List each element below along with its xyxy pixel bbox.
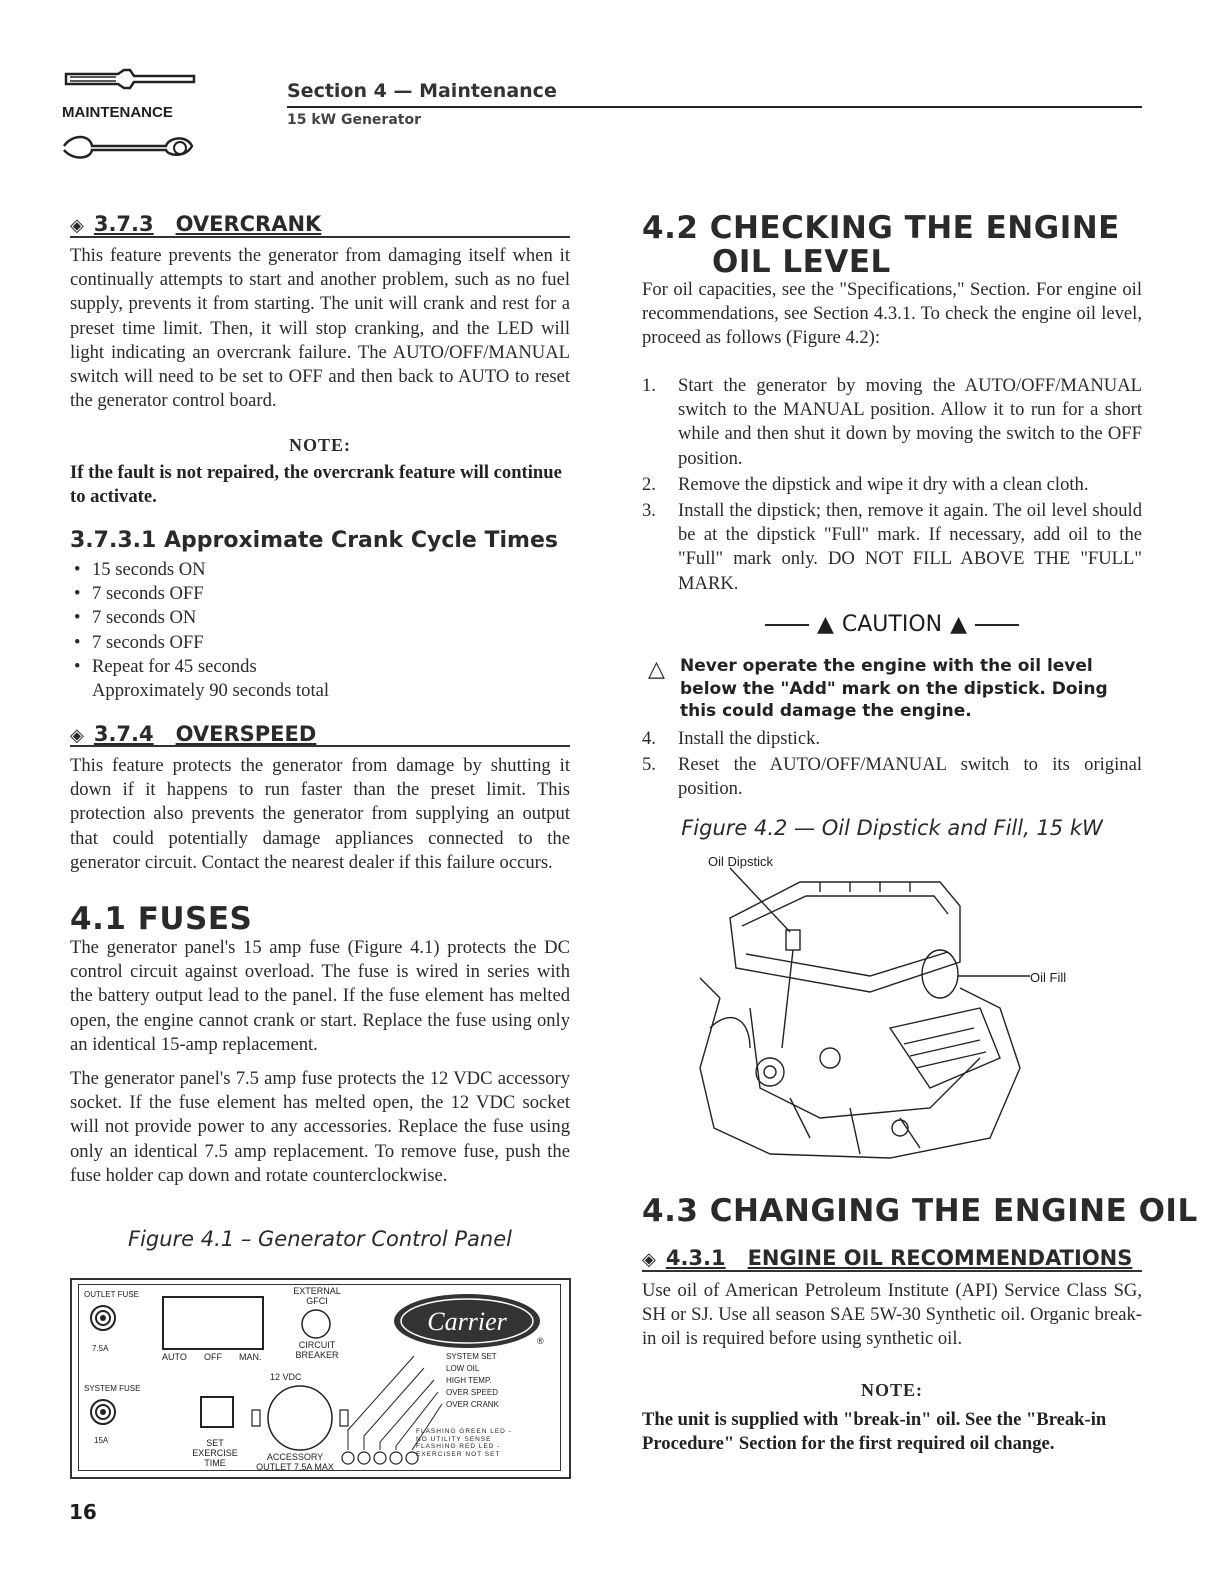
note-text: If the fault is not repaired, the overcrank feature will continue to activate. — [70, 462, 562, 507]
heading-title: ENGINE OIL RECOMMENDATIONS — [747, 1246, 1133, 1270]
step-item — [642, 374, 1142, 471]
step-number: 4. — [642, 728, 656, 749]
maintenance-label: MAINTENANCE — [62, 104, 173, 121]
registered-mark: ® — [537, 1336, 544, 1346]
outlet-fuse-label: OUTLET FUSE — [84, 1290, 139, 1299]
note-label: NOTE: — [860, 1380, 923, 1400]
gfci-breaker-icon — [300, 1308, 332, 1340]
led-low-oil: LOW OIL — [446, 1364, 480, 1373]
step-number: 1. — [642, 375, 656, 396]
heading-4-3: 4.3 CHANGING THE ENGINE OIL — [642, 1193, 1198, 1229]
accessory-text: ACCESSORY — [266, 1452, 324, 1462]
circuit-text: CIRCUIT — [298, 1340, 336, 1350]
outlet-fuse-amp: 7.5A — [92, 1344, 109, 1353]
heading-4-3-1 — [642, 1246, 1132, 1270]
fuses-paragraph-1: The generator panel's 15 amp fuse (Figure 4.1) protects the DC control circuit against overload. The fuse is wired in series with the battery output lead to the panel. If the fuse element has melted open, the engine cannot crank or start. Replace the fuse using only an identical 15-amp replacement. — [70, 937, 570, 1055]
note-text: The unit is supplied with "break-in" oil. See the "Break-in Procedure" Section for the first required oil change. — [642, 1409, 1107, 1454]
diamond-bullet-icon: ◈ — [642, 1249, 656, 1270]
led-system-set: SYSTEM SET — [446, 1352, 497, 1361]
led-over-crank: OVER CRANK — [446, 1400, 499, 1409]
led-over-speed: OVER SPEED — [446, 1388, 499, 1397]
exercise-label: EXERCISE — [192, 1448, 238, 1458]
step-item — [642, 499, 1142, 596]
external-label: EXTERNAL — [293, 1286, 341, 1296]
caution-text: Never operate the engine with the oil level below the "Add" mark on the dipstick. Doing this could damage the engine. — [680, 656, 1108, 721]
diamond-bullet-icon: ◈ — [70, 215, 84, 236]
section-subtitle: 15 kW Generator — [287, 112, 421, 128]
led-legend-line: FLASHING GREEN LED - — [416, 1428, 512, 1435]
heading-3-7-4 — [70, 722, 316, 746]
overspeed-paragraph: This feature protects the generator from damage by shutting it down if it happens to run faster than the preset limit. This protection also prevents the generator from supplying an output that could potentially damage appliances connected to the generator circuit. Contact the nearest dealer if this failure occurs. — [70, 755, 570, 873]
system-fuse-label: SYSTEM FUSE — [84, 1384, 141, 1393]
led-high-temp: HIGH TEMP. — [446, 1376, 492, 1385]
system-fuse-amp: 15A — [94, 1436, 109, 1445]
warning-triangle-icon: △ — [648, 656, 665, 681]
heading-title: OVERCRANK — [175, 212, 322, 236]
led-legend — [416, 1428, 512, 1458]
oil-level-steps-continued — [642, 727, 1142, 804]
breaker-text: BREAKER — [295, 1350, 339, 1360]
note-label: NOTE: — [288, 435, 351, 455]
system-fuse-holder-icon — [89, 1398, 117, 1426]
oil-recommendations-paragraph: Use oil of American Petroleum Institute (API) Service Class SG, SH or SJ. Use all season SAE 5W-30 Synthetic oil. Organic break-in oil is required before using synthetic oil. — [642, 1280, 1142, 1350]
step-item — [642, 473, 1142, 497]
carrier-logo — [392, 1292, 542, 1350]
switch-off-label: OFF — [204, 1352, 222, 1362]
list-item: • Repeat for 45 seconds — [70, 655, 570, 679]
list-item: • 7 seconds ON — [70, 606, 570, 630]
step-text: Reset the AUTO/OFF/MANUAL switch to its original position. — [678, 754, 1142, 800]
heading-3-7-3-1: 3.7.3.1 Approximate Crank Cycle Times — [70, 528, 558, 553]
heading-number: 3.7.4 — [93, 722, 154, 746]
heading-4-2-line-2: OIL LEVEL — [712, 244, 891, 280]
caution-banner — [642, 612, 1142, 637]
figure-4-1-caption: Figure 4.1 – Generator Control Panel — [128, 1227, 512, 1251]
step-number: 5. — [642, 754, 656, 776]
heading-4-2-line-1: 4.2 CHECKING THE ENGINE — [642, 210, 1120, 246]
gfci-label — [282, 1286, 352, 1306]
heading-number: 3.7.3 — [93, 212, 154, 236]
gfci-text: GFCI — [306, 1296, 328, 1306]
set-exercise-button — [200, 1396, 234, 1428]
step-number: 3. — [642, 500, 656, 522]
list-item: • 7 seconds OFF — [70, 631, 570, 655]
carrier-logo-wordmark: Carrier — [427, 1307, 507, 1336]
step-text: Install the dipstick; then, remove it again. The oil level should be at the dipstick "Full" mark. If necessary, add oil to the "Full" mark only. DO NOT FILL ABOVE THE "FULL" MARK. — [678, 500, 1142, 594]
oil-level-steps — [642, 374, 1142, 598]
list-total: Approximately 90 seconds total — [92, 680, 330, 702]
heading-title: OVERSPEED — [175, 722, 317, 746]
engine-illustration — [690, 854, 1030, 1160]
oil-level-intro: For oil capacities, see the "Specifications," Section. For engine oil recommendations, see Section 4.3.1. To check the engine oil level, proceed as follows (Figure 4.2): — [642, 279, 1142, 349]
heading-rule — [70, 236, 570, 238]
step-item — [642, 727, 1142, 751]
outlet-fuse-holder-icon — [89, 1304, 117, 1332]
fuses-paragraph-2: The generator panel's 7.5 amp fuse protects the 12 VDC accessory socket. If the fuse element has melted open, the 12 VDC socket will not provide power to any accessories. Replace the fuse using only an identical 7.5 amp replacement. To remove fuse, push the fuse holder cap down and rotate counterclockwise. — [70, 1068, 570, 1186]
vdc-label: 12 VDC — [270, 1372, 302, 1382]
led-legend-line: FLASHING RED LED - — [416, 1443, 501, 1450]
list-item: • 15 seconds ON — [70, 558, 570, 582]
caution-dash — [765, 624, 809, 626]
heading-4-1: 4.1 FUSES — [70, 901, 253, 937]
oil-dipstick-label: Oil Dipstick — [708, 854, 774, 869]
oil-fill-label: Oil Fill — [1030, 970, 1067, 985]
page-number: 16 — [69, 1500, 97, 1524]
step-text: Remove the dipstick and wipe it dry with a clean cloth. — [678, 473, 1089, 495]
heading-rule — [642, 1270, 1142, 1272]
led-legend-line: EXERCISER NOT SET — [416, 1450, 501, 1458]
crank-cycle-list — [70, 558, 570, 703]
switch-man-label: MAN. — [239, 1352, 262, 1362]
caution-right-icon: ▲ — [950, 612, 968, 637]
step-number: 2. — [642, 473, 656, 495]
step-text: Install the dipstick. — [678, 728, 821, 749]
caution-left-icon: ▲ — [816, 612, 834, 637]
heading-3-7-3 — [70, 212, 321, 236]
mode-switch-window — [162, 1296, 264, 1350]
switch-auto-label: AUTO — [162, 1352, 187, 1362]
time-label: TIME — [204, 1458, 226, 1468]
diamond-bullet-icon: ◈ — [70, 725, 84, 746]
caution-label: CAUTION — [841, 612, 943, 637]
heading-number: 4.3.1 — [665, 1246, 726, 1270]
header-rule — [287, 106, 1142, 108]
list-item: • 7 seconds OFF — [70, 582, 570, 606]
overcrank-paragraph: This feature prevents the generator from damaging itself when it continually attempts to start and another problem, such as no fuel supply, prevents it from starting. The unit will crank and rest for a preset time limit. Then, it will stop cranking, and the LED will light indicating an overcrank failure. The AUTO/OFF/MANUAL switch will need to be set to OFF and then back to AUTO to reset the generator control board. — [70, 245, 570, 412]
step-text: Start the generator by moving the AUTO/OFF/MANUAL switch to the MANUAL position. Allow it to run for a short while and then shut it down by moving the switch to the OFF position. — [678, 375, 1142, 469]
led-legend-line: NO UTILITY SENSE — [416, 1435, 492, 1443]
caution-dash — [975, 624, 1019, 626]
figure-4-2-caption: Figure 4.2 — Oil Dipstick and Fill, 15 kW — [681, 816, 1103, 840]
section-title: Section 4 — Maintenance — [287, 80, 557, 102]
set-label: SET — [206, 1438, 224, 1448]
set-exercise-label — [187, 1438, 243, 1468]
heading-rule — [70, 745, 570, 747]
step-item — [642, 753, 1142, 801]
accessory-rating-text: OUTLET 7.5A MAX — [256, 1462, 334, 1472]
